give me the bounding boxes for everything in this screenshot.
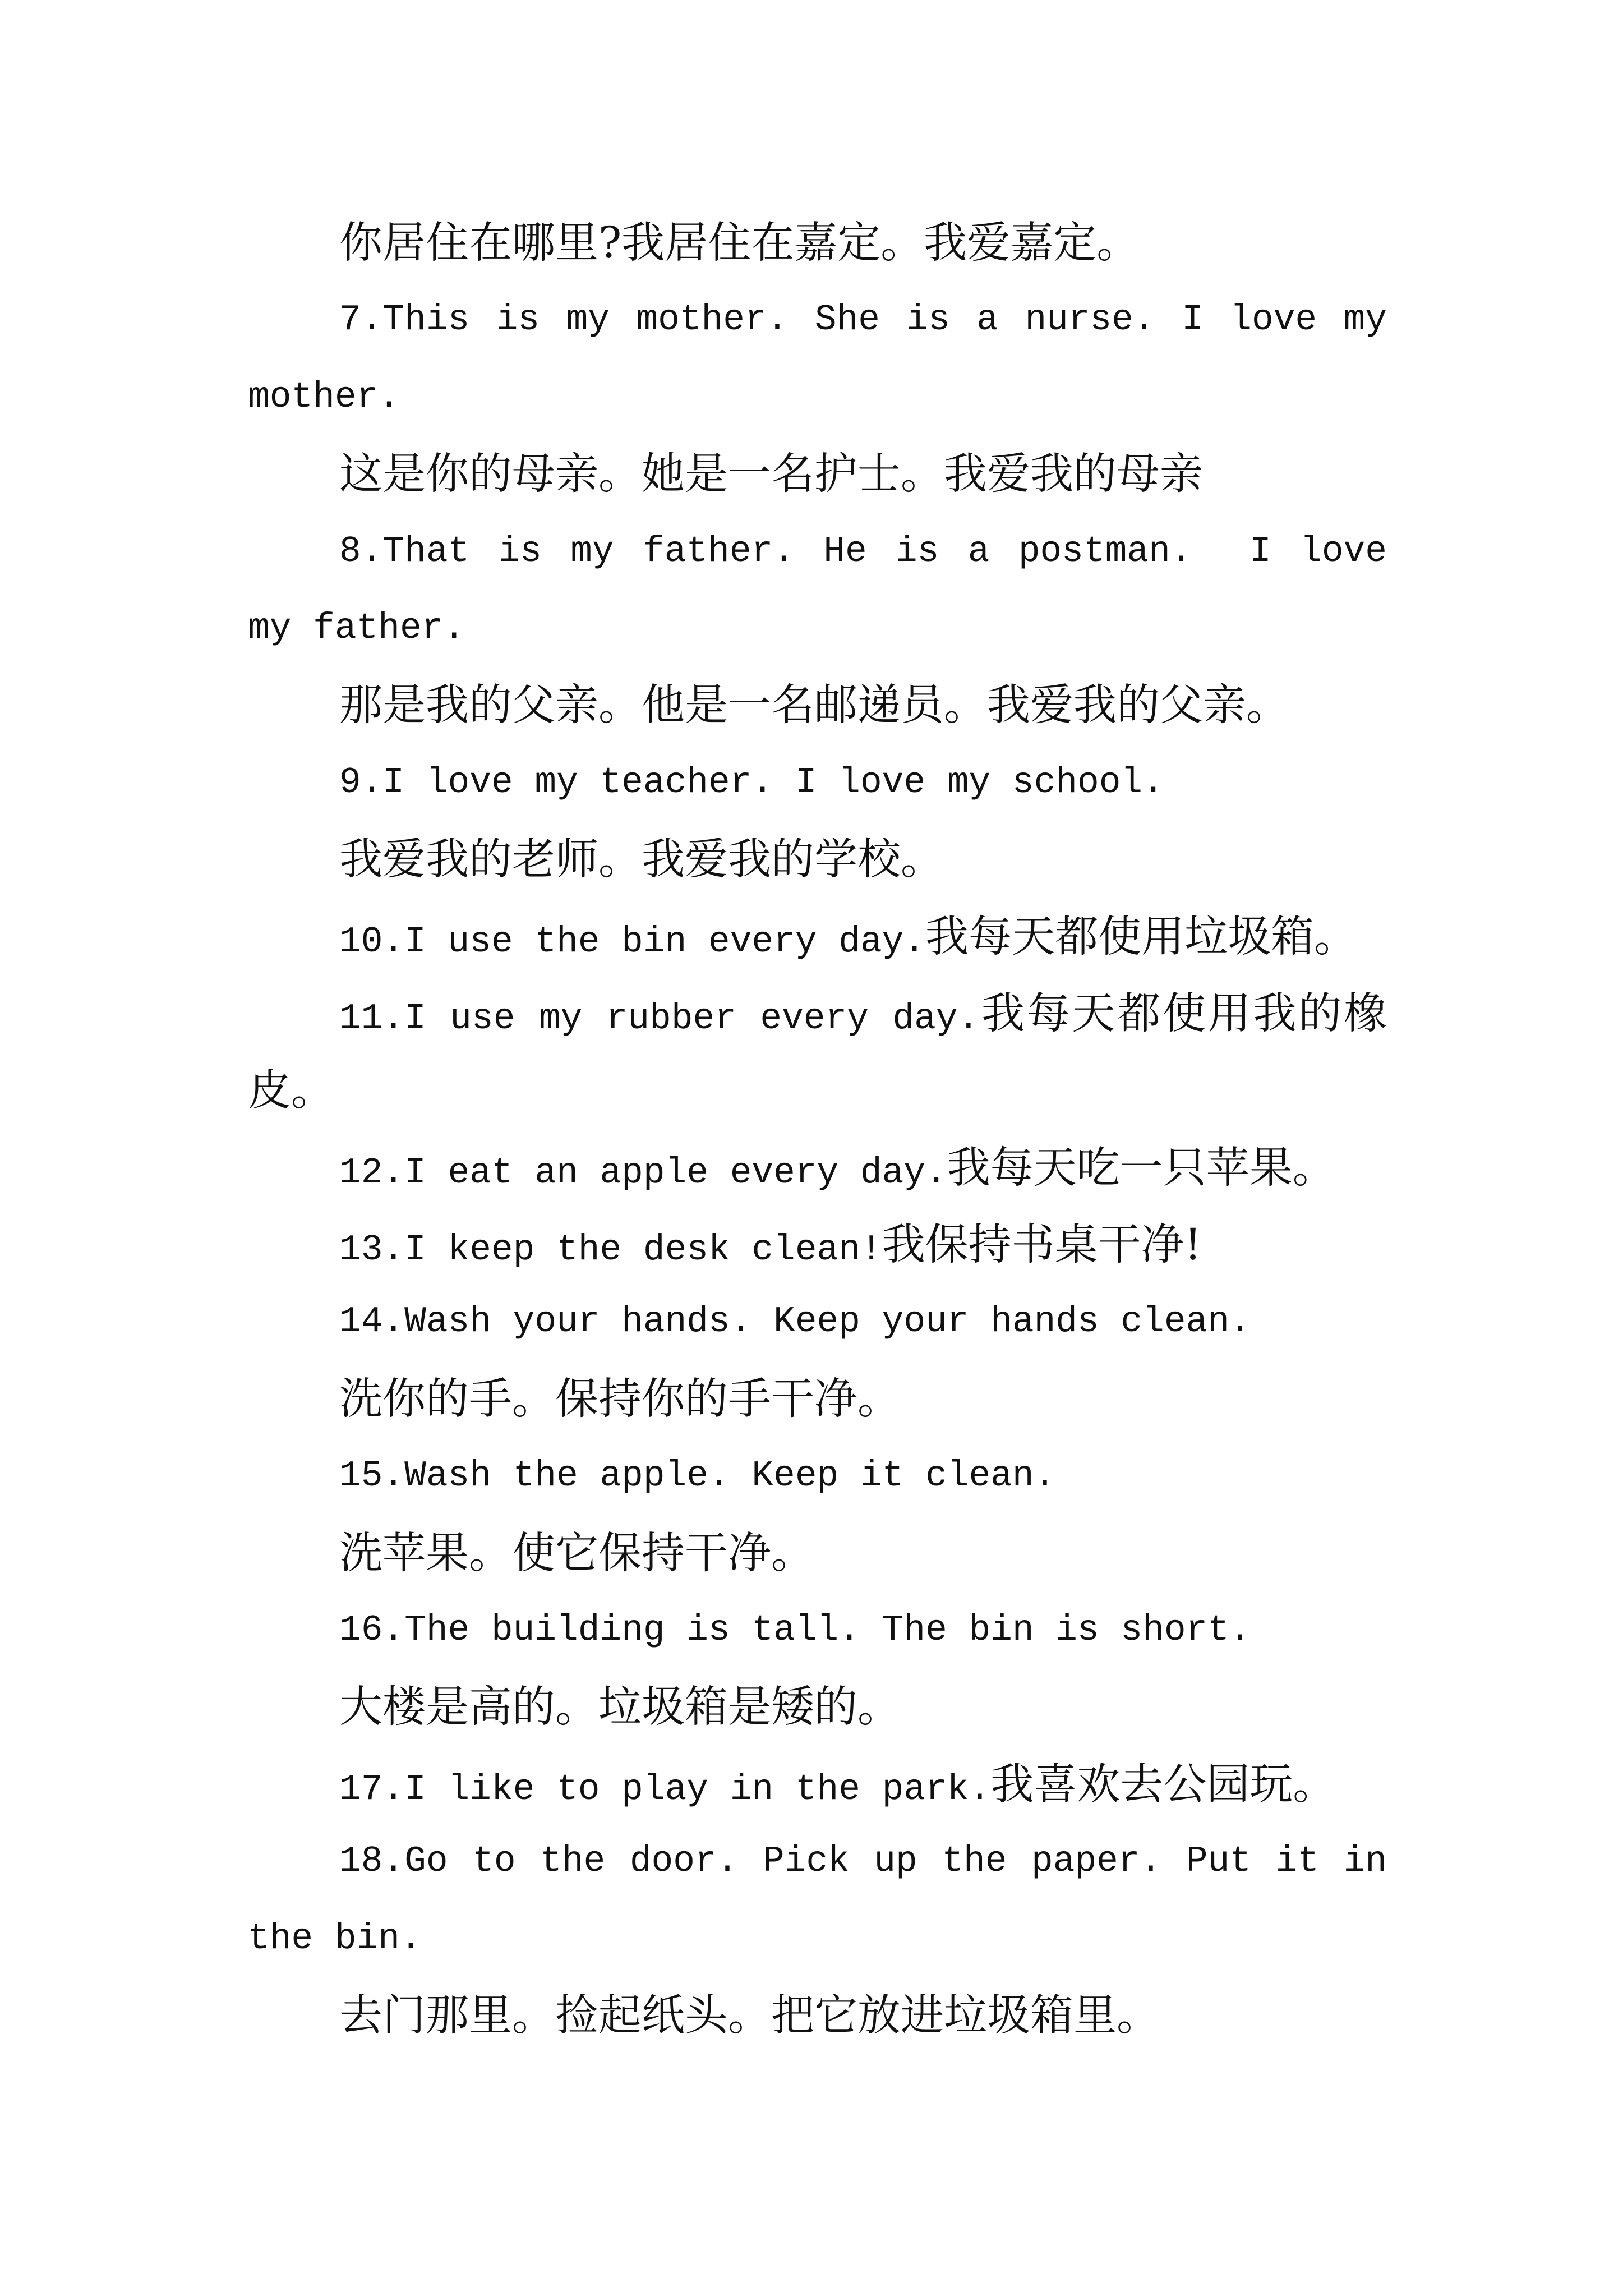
english-text: 17.I like to play in the park. [339,1769,991,1810]
text-line [248,821,1387,898]
chinese-text: 那是我的父亲。他是一名邮递员。我爱我的父亲。 [339,680,1289,731]
text-line [248,1052,1387,1129]
english-text: 11.I use my rubber every day. [339,998,980,1039]
chinese-text: 去门那里。捡起纸头。把它放进垃圾箱里。 [339,1990,1160,2041]
text-line [248,1669,1387,1746]
english-text: 12.I eat an apple every day. [339,1152,947,1194]
chinese-text: 我喜欢去公园玩。 [990,1759,1336,1810]
text-line [248,1361,1387,1438]
chinese-text: 我保持书桌干净! [882,1220,1202,1271]
text-line [248,282,1387,358]
chinese-text: 皮。 [248,1066,334,1116]
chinese-text: 我每天吃一只苹果。 [947,1143,1336,1193]
text-line [248,436,1387,513]
english-text: mother. [248,376,400,418]
text-line [248,513,1387,590]
text-line [248,1130,1387,1207]
text-line [248,590,1387,667]
text-line [248,1592,1387,1669]
chinese-text: 洗苹果。使它保持干净。 [339,1528,814,1579]
text-line [248,1438,1387,1515]
text-line [248,205,1387,282]
english-text: the bin. [248,1918,422,1959]
text-line [248,1901,1387,1977]
english-text: 10.I use the bin every day. [339,921,926,963]
english-text: 8.That is my father. He is a postman. I love [339,531,1387,572]
english-text: 18.Go to the door. Pick up the paper. Put it in [339,1841,1387,1883]
text-line [248,1283,1387,1360]
text-line [248,744,1387,821]
english-text: 16.The building is tall. The bin is short. [339,1610,1251,1651]
text-line [248,667,1387,744]
english-text: 13.I keep the desk clean! [339,1230,882,1271]
english-text: 15.Wash the apple. Keep it clean. [339,1456,1056,1497]
chinese-text: 这是你的母亲。她是一名护士。我爱我的母亲 [339,449,1203,500]
text-line [248,1207,1387,1283]
english-text: 7.This is my mother. She is a nurse. I love my [339,300,1387,341]
text-line [248,1977,1387,2054]
chinese-text: 我每天都使用垃圾箱。 [925,912,1358,962]
english-text: my father. [248,608,465,649]
text-line [248,1746,1387,1823]
text-line [248,359,1387,436]
text-line [248,976,1387,1052]
chinese-text: 我每天都使用我的橡 [979,988,1387,1039]
english-text: 14.Wash your hands. Keep your hands clean. [339,1301,1251,1343]
chinese-text: 大楼是高的。垃圾箱是矮的。 [339,1682,901,1733]
chinese-text: 你居住在哪里?我居住在嘉定。我爱嘉定。 [339,218,1140,268]
text-line [248,1515,1387,1592]
english-text: 9.I love my teacher. I love my school. [339,762,1164,803]
text-line [248,1823,1387,1900]
chinese-text: 洗你的手。保持你的手干净。 [339,1374,901,1424]
document-page-text [248,205,1387,2054]
chinese-text: 我爱我的老师。我爱我的学校。 [339,835,944,885]
text-line [248,899,1387,976]
